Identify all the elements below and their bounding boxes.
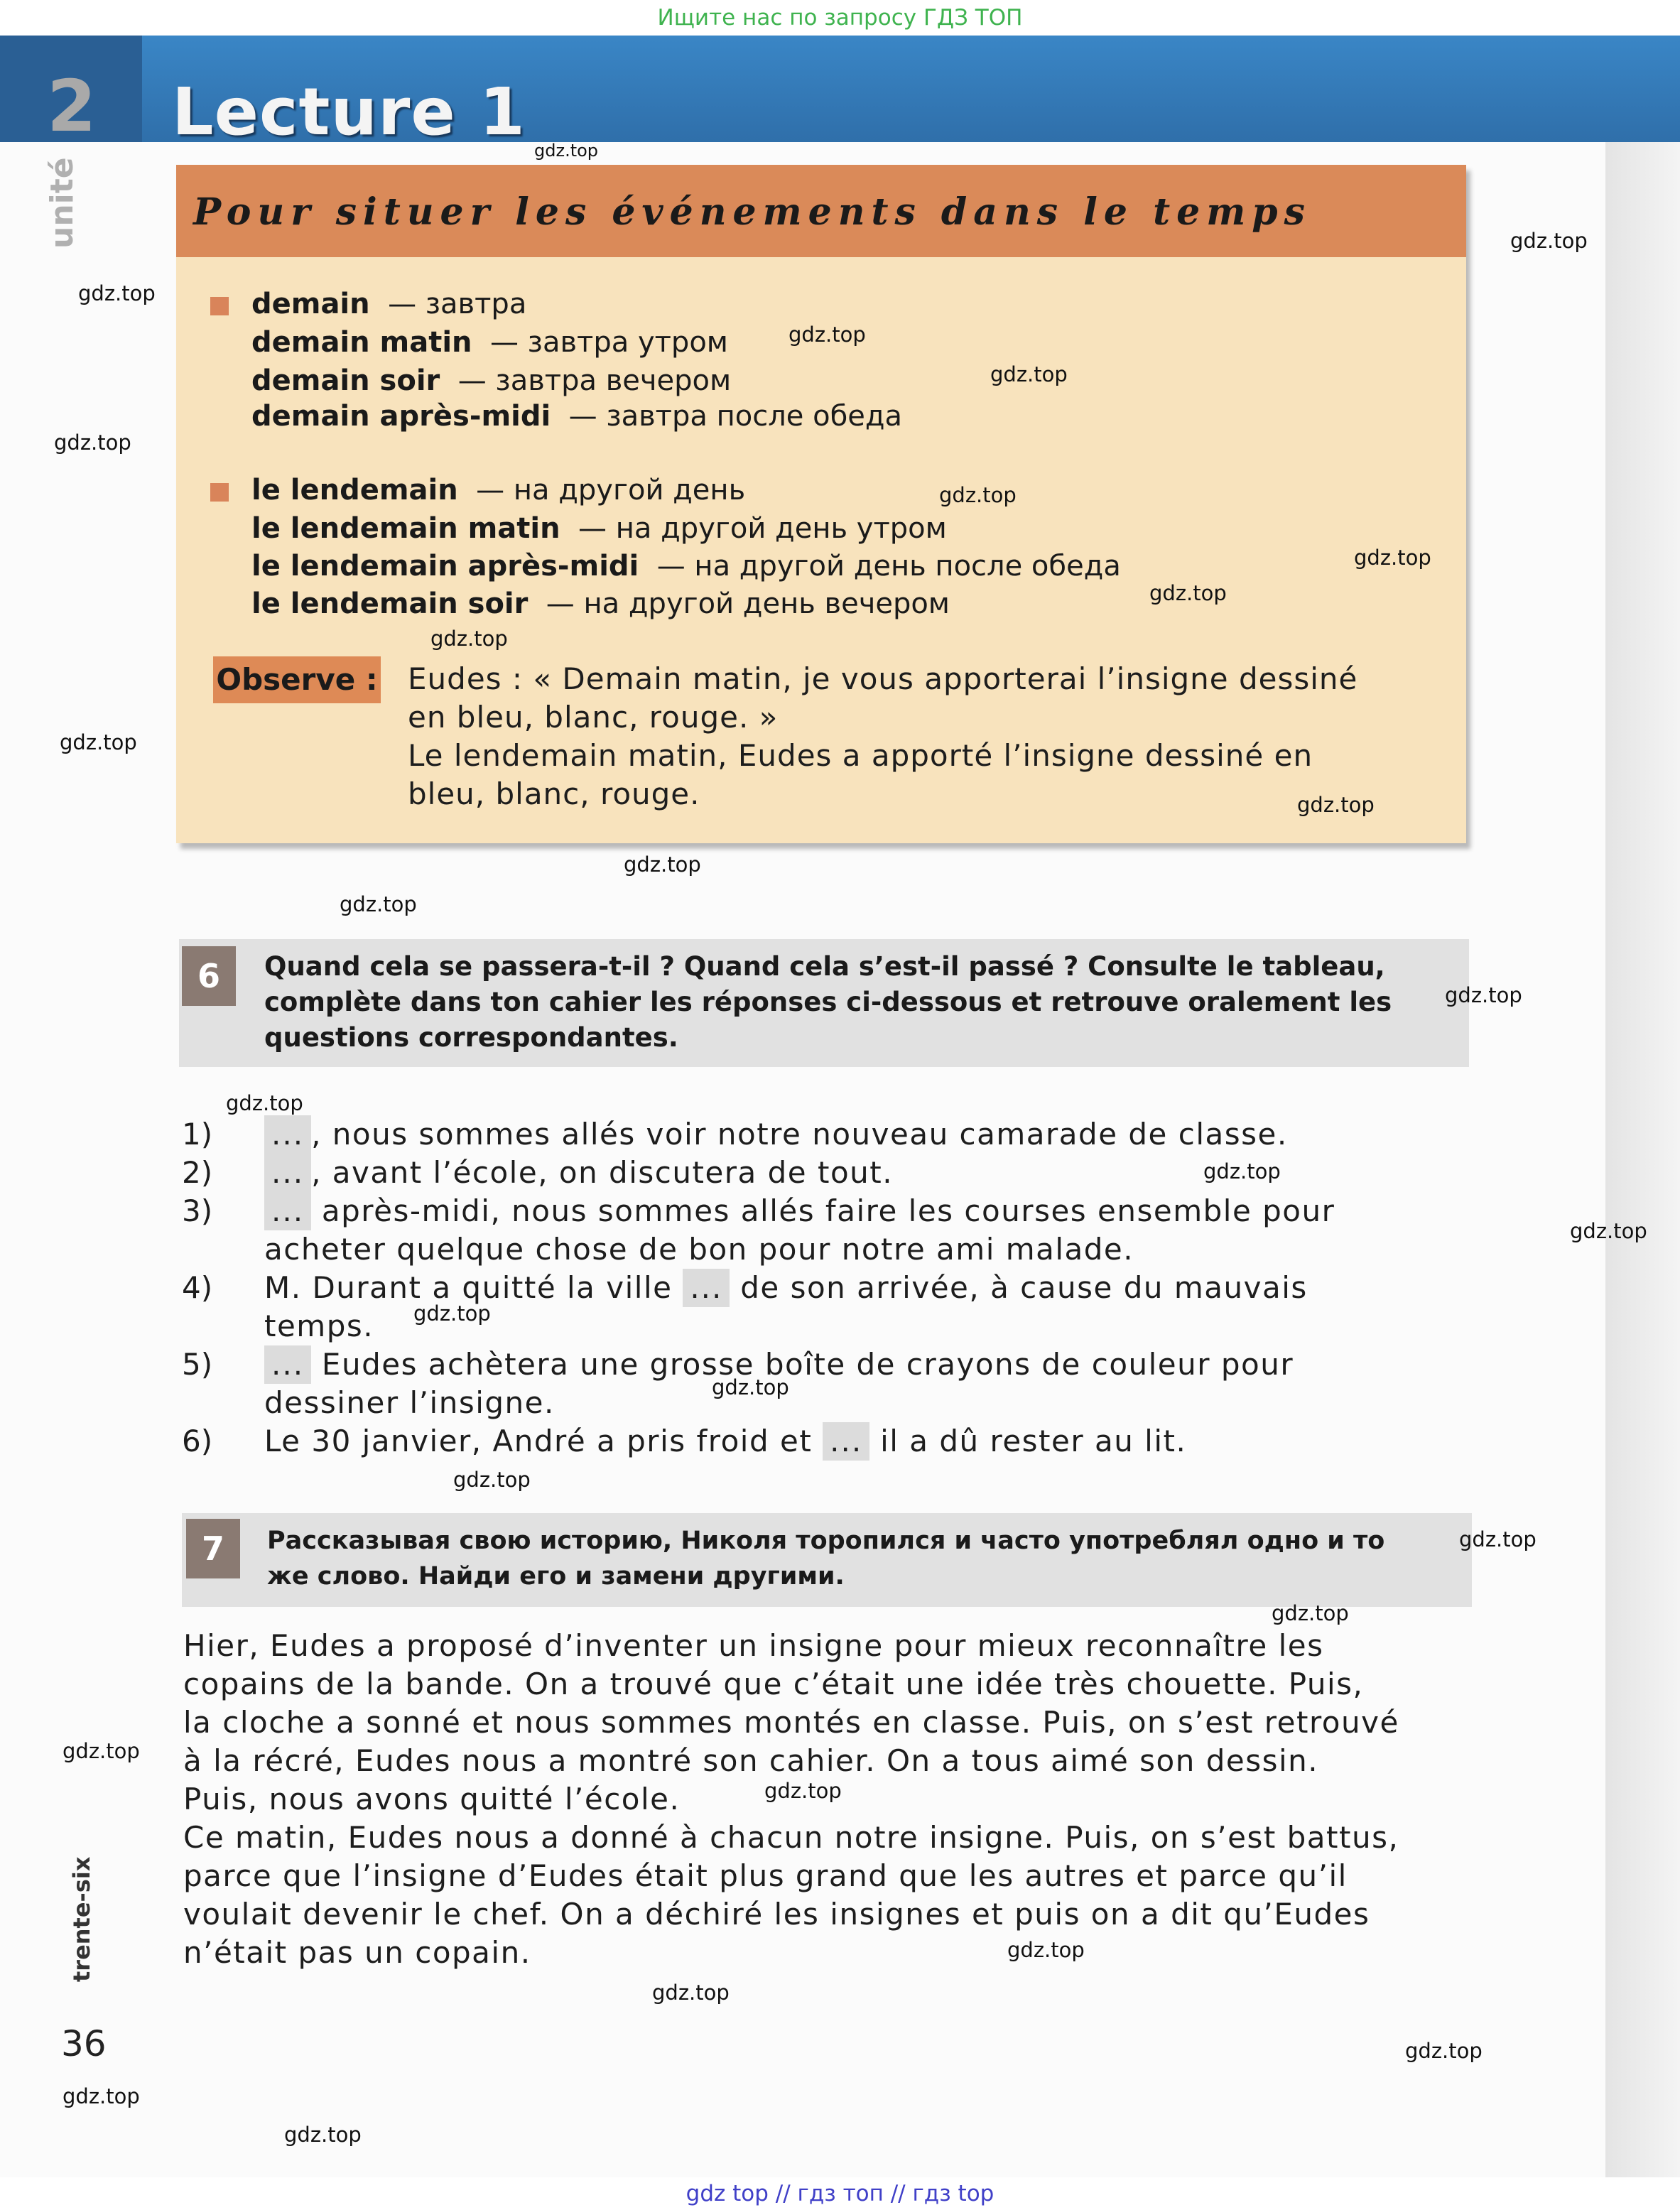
table-title: Pour situer les événements dans le temps	[193, 190, 1311, 234]
exercise-6-number: 6	[182, 946, 236, 1006]
bullet-icon	[210, 483, 229, 502]
page-edge	[1605, 36, 1680, 2177]
item-number: 3)	[182, 1193, 213, 1228]
blank: ...	[264, 1345, 311, 1384]
watermark: gdz.top	[1570, 1219, 1647, 1243]
bottom-banner: gdz top // гдз топ // гдз top	[0, 2177, 1680, 2210]
exercise-6-item: ... après-midi, nous sommes allés faire les courses ensemble pour	[264, 1192, 1335, 1230]
exercise-7-text-line: n’était pas un copain.	[183, 1935, 531, 1970]
blank: ...	[264, 1154, 311, 1192]
item-number: 1)	[182, 1117, 213, 1152]
exercise-6-instruction: questions correspondantes.	[264, 1022, 678, 1053]
watermark: gdz.top	[939, 483, 1017, 507]
watermark: gdz.top	[534, 141, 599, 161]
exercise-7-instruction: же слово. Найди его и замени другими.	[267, 1562, 845, 1591]
watermark: gdz.top	[1272, 1601, 1349, 1625]
exercise-7-text-line: à la récré, Eudes nous a montré son cahier. On a tous aimé son dessin.	[183, 1743, 1319, 1778]
exercise-7-text-line: copains de la bande. On a trouvé que c’était une idée très chouette. Puis,	[183, 1667, 1364, 1701]
watermark: gdz.top	[1459, 1527, 1537, 1551]
watermark: gdz.top	[1149, 581, 1227, 605]
exercise-6-item-cont: temps.	[264, 1309, 374, 1343]
watermark: gdz.top	[226, 1091, 303, 1115]
watermark: gdz.top	[764, 1779, 842, 1803]
vocab-row: le lendemain après-midi — на другой день после обеда	[251, 550, 1121, 583]
item-number: 4)	[182, 1270, 213, 1305]
watermark: gdz.top	[1354, 546, 1431, 570]
exercise-6-item: ... Eudes achètera une grosse boîte de crayons de couleur pour	[264, 1345, 1294, 1384]
watermark: gdz.top	[63, 2084, 140, 2108]
exercise-7-number: 7	[186, 1519, 240, 1578]
watermark: gdz.top	[54, 430, 131, 455]
watermark: gdz.top	[453, 1468, 531, 1492]
watermark: gdz.top	[712, 1375, 789, 1399]
exercise-7-text-line: parce que l’insigne d’Eudes était plus grand que les autres et parce qu’il	[183, 1858, 1348, 1893]
watermark: gdz.top	[1007, 1938, 1085, 1962]
unit-label: unité	[44, 157, 80, 249]
exercise-6-item-cont: acheter quelque chose de bon pour notre ami malade.	[264, 1232, 1134, 1267]
unit-number: 2	[47, 65, 97, 148]
blank: ...	[823, 1422, 869, 1461]
watermark: gdz.top	[430, 627, 508, 651]
blank: ...	[264, 1115, 311, 1154]
observe-line: en bleu, blanc, rouge. »	[408, 700, 779, 735]
exercise-7-text-line: Ce matin, Eudes nous a donné à chacun notre insigne. Puis, on s’est battus,	[183, 1820, 1399, 1855]
blank: ...	[264, 1192, 311, 1230]
vocab-row: demain soir — завтра вечером	[251, 364, 732, 397]
vocab-row: demain matin — завтра утром	[251, 326, 728, 359]
watermark: gdz.top	[284, 2123, 362, 2147]
watermark: gdz.top	[990, 362, 1068, 386]
watermark: gdz.top	[78, 281, 156, 305]
top-search-banner: Ищите нас по запросу ГДЗ ТОП	[0, 0, 1680, 36]
exercise-6-item: M. Durant a quitté la ville ... de son arrivée, à cause du mauvais	[264, 1269, 1308, 1307]
watermark: gdz.top	[1405, 2039, 1483, 2063]
exercise-7-text-line: Puis, nous avons quitté l’école.	[183, 1782, 681, 1816]
vocab-row: le lendemain matin — на другой день утром	[251, 512, 947, 545]
watermark: gdz.top	[1510, 229, 1588, 253]
exercise-7-text-line: voulait devenir le chef. On a déchiré les insignes et puis on a dit qu’Eudes	[183, 1897, 1370, 1932]
observe-line: Le lendemain matin, Eudes a apporté l’insigne dessiné en	[408, 738, 1313, 773]
watermark: gdz.top	[652, 1981, 730, 2005]
watermark: gdz.top	[1445, 983, 1522, 1007]
exercise-7-instruction: Рассказывая свою историю, Николя торопился и часто употреблял одно и то	[267, 1527, 1385, 1555]
vocab-row: le lendemain — на другой день	[251, 474, 746, 507]
item-number: 5)	[182, 1347, 213, 1382]
lesson-title: Lecture 1	[172, 74, 526, 150]
exercise-6-instruction: Quand cela se passera-t-il ? Quand cela s’est-il passé ? Consulte le tableau,	[264, 951, 1385, 982]
bullet-icon	[210, 297, 229, 315]
watermark: gdz.top	[340, 892, 417, 916]
exercise-6-item-cont: dessiner l’insigne.	[264, 1385, 555, 1420]
watermark: gdz.top	[624, 852, 701, 877]
watermark: gdz.top	[413, 1301, 491, 1326]
observe-line: Eudes : « Demain matin, je vous apporterai l’insigne dessiné	[408, 661, 1358, 696]
vocab-row: le lendemain soir — на другой день вечером	[251, 587, 950, 620]
watermark: gdz.top	[1203, 1159, 1281, 1183]
watermark: gdz.top	[788, 323, 866, 347]
vocab-row: demain — завтра	[251, 288, 527, 320]
exercise-7-text-line: la cloche a sonné et nous sommes montés en classe. Puis, on s’est retrouvé	[183, 1705, 1399, 1740]
observe-line: bleu, blanc, rouge.	[408, 776, 700, 811]
exercise-6-instruction: complète dans ton cahier les réponses ci-dessous et retrouve oralement les	[264, 987, 1392, 1017]
item-number: 6)	[182, 1424, 213, 1458]
page-number: 36	[61, 2023, 107, 2064]
page-number-word: trente-six	[68, 1856, 95, 1982]
watermark: gdz.top	[63, 1739, 140, 1763]
exercise-6-item: Le 30 janvier, André a pris froid et ... il a dû rester au lit.	[264, 1422, 1186, 1461]
observe-label: Observe :	[213, 656, 381, 703]
vocab-row: demain après-midi — завтра после обеда	[251, 400, 903, 433]
exercise-6-item: ... , nous sommes allés voir notre nouveau camarade de classe.	[264, 1115, 1288, 1154]
watermark: gdz.top	[60, 730, 137, 754]
item-number: 2)	[182, 1155, 213, 1190]
watermark: gdz.top	[1297, 793, 1375, 817]
exercise-6-item: ... , avant l’école, on discutera de tout.	[264, 1154, 893, 1192]
blank: ...	[683, 1269, 730, 1307]
exercise-7-text-line: Hier, Eudes a proposé d’inventer un insigne pour mieux reconnaître les	[183, 1628, 1324, 1663]
